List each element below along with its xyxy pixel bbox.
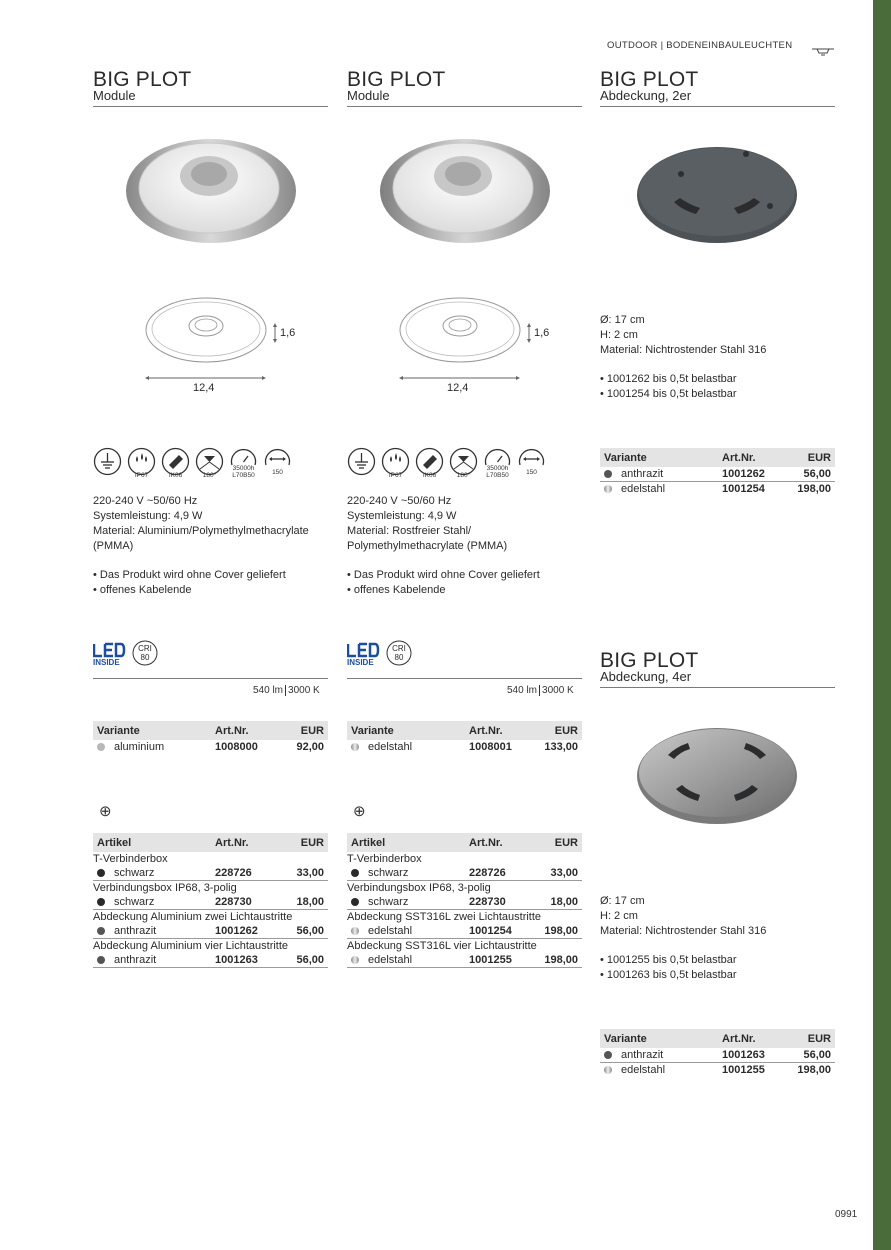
spec-icons (93, 447, 292, 483)
lifetime-icon: 35000h L70B50 (229, 447, 258, 483)
dimension-height: 1,6 (280, 327, 296, 339)
accessories-plus-icon: ⊕ (353, 803, 366, 820)
lifetime-icon: 35000h L70B50 (483, 447, 512, 483)
category-header: OUTDOOR | BODENEINBAULEUCHTEN (607, 40, 793, 51)
variant-table: Variante Art.Nr. EUR aluminium 1008000 92,00 (93, 721, 328, 754)
dimension-height: 1,6 (534, 327, 550, 339)
impact-rating-icon: IK06 (415, 447, 444, 483)
product-specs: 220-240 V ~50/60 Hz Systemleistung: 4,9 W Material: Aluminium/Polymethylmethacrylate (PMMA) • Das Produkt wird ohne Cover geliefert • offenes Kabelende (93, 495, 309, 596)
distance-icon: 150 (517, 447, 546, 483)
product-subtitle: Abdeckung, 2er (600, 88, 692, 103)
title-divider (600, 687, 835, 688)
module-dimension-drawing (143, 296, 308, 401)
title-divider (347, 106, 582, 107)
led-inside-logo: INSIDE CRI 80 (347, 640, 417, 675)
product-subtitle: Abdeckung, 4er (600, 669, 692, 684)
led-inside-logo: INSIDE CRI 80 (93, 640, 163, 675)
impact-rating-icon: IK06 (161, 447, 190, 483)
side-color-bar (873, 0, 891, 1250)
table-row: anthrazit 1001262 56,00 (600, 467, 835, 482)
table-row: schwarz 228730 18,00 (93, 895, 328, 910)
accessories-plus-icon: ⊕ (99, 803, 112, 820)
table-row: edelstahl 1001255 198,00 (600, 1063, 835, 1077)
cover-specs: Ø: 17 cm H: 2 cm Material: Nichtrostender Stahl 316 • 1001255 bis 0,5t belastbar • 1001263 bis 0,5t belastbar (600, 895, 767, 981)
lumen-value: 540 lm 3000 K (253, 685, 320, 696)
product-specs: 220-240 V ~50/60 Hz Systemleistung: 4,9 W Material: Rostfreier Stahl/ Polymethylmethacrylate (PMMA) • Das Produkt wird ohne Cover geliefert • offenes Kabelende (347, 495, 540, 596)
page-number: 0991 (835, 1209, 858, 1220)
table-row: aluminium 1008000 92,00 (93, 740, 328, 754)
table-row: schwarz 228730 18,00 (347, 895, 582, 910)
title-divider (93, 106, 328, 107)
table-row: schwarz 228726 33,00 (93, 866, 328, 881)
module-steel-photo (379, 138, 551, 249)
product-title: BIG PLOT (347, 68, 446, 91)
table-row: edelstahl 1001255 198,00 (347, 953, 582, 968)
accessory-table: Artikel Art.Nr. EUR T-Verbinderbox schwarz 228726 33,00 Verbindungsbox IP68, 3-polig schwarz 228730 18,00 Abdeckung SST316L zwei Lichtaustritte edelstahl 1001254 198,00 Abdeckung SST316L vier Lichtaustritte edelstahl 1001255 198,00 (347, 833, 582, 968)
product-title: BIG PLOT (600, 68, 699, 91)
led-divider (347, 678, 582, 679)
module-aluminium-photo (125, 138, 297, 249)
table-row: anthrazit 1001263 56,00 (600, 1048, 835, 1063)
cover-4er-photo (636, 727, 798, 830)
variant-table: Variante Art.Nr. EUR anthrazit 1001262 56,00 edelstahl 1001254 198,00 (600, 448, 835, 496)
ground-icon (93, 447, 122, 483)
table-row: edelstahl 1008001 133,00 (347, 740, 582, 754)
table-row: edelstahl 1001254 198,00 (347, 924, 582, 939)
product-subtitle: Module (93, 88, 136, 103)
variant-table: Variante Art.Nr. EUR edelstahl 1008001 133,00 (347, 721, 582, 754)
product-title: BIG PLOT (600, 649, 699, 672)
variant-table: Variante Art.Nr. EUR anthrazit 1001263 56,00 edelstahl 1001255 198,00 (600, 1029, 835, 1077)
module-dimension-drawing (397, 296, 562, 401)
product-title: BIG PLOT (93, 68, 192, 91)
table-row: anthrazit 1001263 56,00 (93, 953, 328, 968)
inground-light-icon (812, 44, 834, 62)
spec-icons (347, 447, 546, 483)
cover-2er-photo (636, 146, 798, 249)
table-row: edelstahl 1001254 198,00 (600, 482, 835, 496)
ip-rating-icon: IP67 (381, 447, 410, 483)
table-row: schwarz 228726 33,00 (347, 866, 582, 881)
product-subtitle: Module (347, 88, 390, 103)
cover-specs: Ø: 17 cm H: 2 cm Material: Nichtrostender Stahl 316 • 1001262 bis 0,5t belastbar • 1001254 bis 0,5t belastbar (600, 314, 767, 400)
ip-rating-icon: IP67 (127, 447, 156, 483)
ground-icon (347, 447, 376, 483)
beam-angle-icon: 180° (195, 447, 224, 483)
dimension-width: 12,4 (193, 382, 215, 394)
table-row: anthrazit 1001262 56,00 (93, 924, 328, 939)
dimension-width: 12,4 (447, 382, 469, 394)
lumen-value: 540 lm 3000 K (507, 685, 574, 696)
beam-angle-icon: 180° (449, 447, 478, 483)
title-divider (600, 106, 835, 107)
led-divider (93, 678, 328, 679)
distance-icon: 150 (263, 447, 292, 483)
accessory-table: Artikel Art.Nr. EUR T-Verbinderbox schwarz 228726 33,00 Verbindungsbox IP68, 3-polig schwarz 228730 18,00 Abdeckung Aluminium zwei Lichtaustritte anthrazit 1001262 56,00 Abdeckung Aluminium vier Lichtaustritte anthrazit 1001263 56,00 (93, 833, 328, 968)
